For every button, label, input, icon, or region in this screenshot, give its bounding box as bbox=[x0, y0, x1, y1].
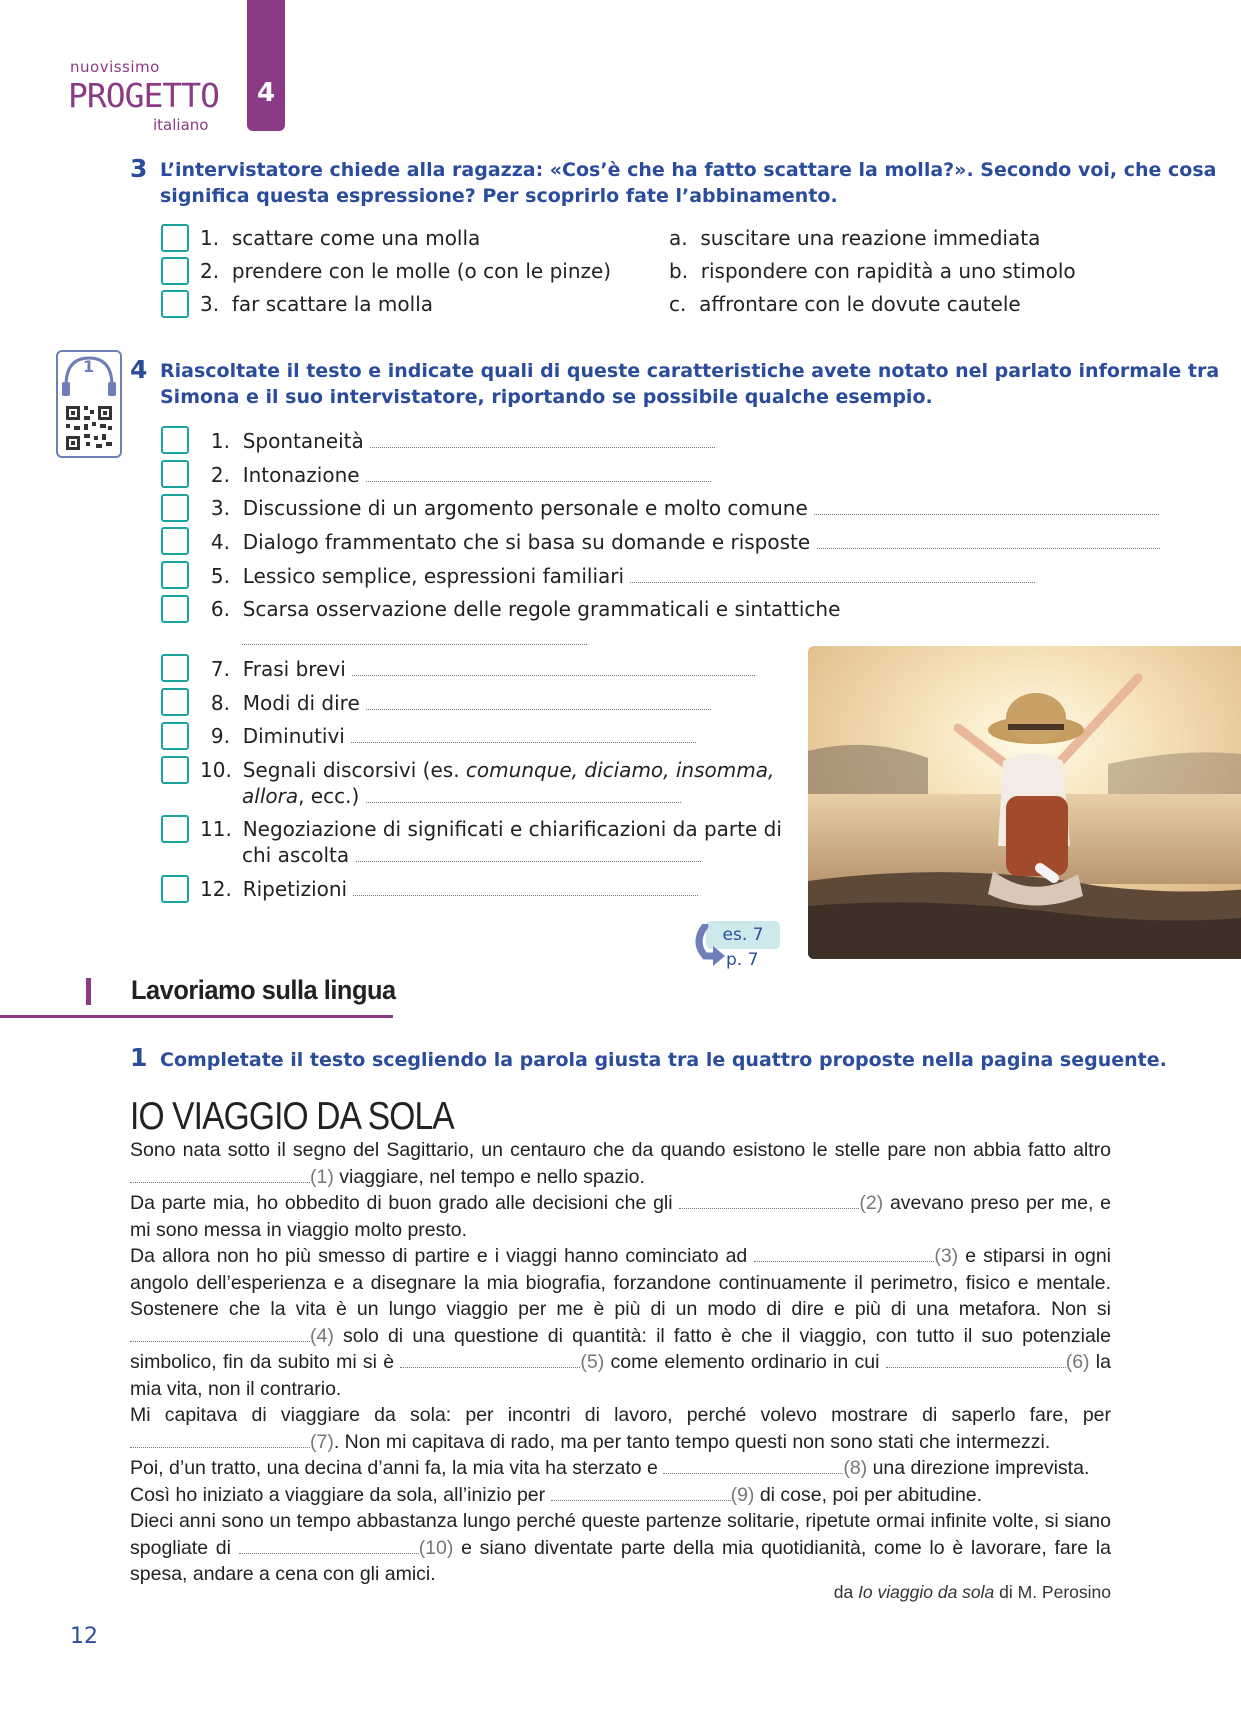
gap-7[interactable] bbox=[130, 1432, 310, 1448]
exercise-4-checkbox-1[interactable] bbox=[161, 426, 189, 454]
gap-2[interactable] bbox=[679, 1193, 859, 1209]
exercise-1-instruction: Completate il testo scegliendo la parola giusta tra le quattro proposte nella pagina seguente. bbox=[160, 1049, 1167, 1071]
exercise-3-checkbox-3[interactable] bbox=[161, 290, 189, 318]
exercise-4-item-6: 6. Scarsa osservazione delle regole grammaticali e sintattiche bbox=[210, 597, 841, 621]
exercise-4-item-6-answer-line[interactable] bbox=[242, 626, 587, 649]
exercise-4-instruction-line2: Simona e il suo intervistatore, riportando se possibile qualche esempio. bbox=[160, 386, 933, 408]
gap-5[interactable] bbox=[400, 1352, 580, 1368]
brand-top: nuovissimo bbox=[70, 58, 160, 76]
exercise-4-item-11: 11. Negoziazione di significati e chiarificazioni da parte di bbox=[200, 817, 782, 841]
exercise-4-item-4: 4. Dialogo frammentato che si basa su domande e risposte bbox=[200, 529, 1160, 555]
reading-title: IO VIAGGIO DA SOLA bbox=[130, 1095, 454, 1138]
exercise-3-right-item: a. suscitare una reazione immediata bbox=[669, 226, 1041, 250]
exercise-3-left-item: 2. prendere con le molle (o con le pinze) bbox=[200, 259, 612, 283]
exercise-4-item-10-cont: allora, ecc.) bbox=[242, 783, 681, 809]
reading-paragraph-4: Mi capitava di viaggiare da sola: per incontri di lavoro, perché volevo mostrare di saperlo fare, per (7). Non mi capitava di rado, ma per tanto tempo questi non sono stati che intermezzi. bbox=[130, 1404, 1111, 1453]
brand-main: PROGETTO bbox=[68, 76, 219, 115]
reference-page[interactable]: p. 7 bbox=[726, 950, 759, 970]
exercise-4-checkbox-11[interactable] bbox=[161, 815, 189, 843]
exercise-4-item-3: 3. Discussione di un argomento personale e molto comune bbox=[200, 495, 1159, 521]
exercise-4-checkbox-2[interactable] bbox=[161, 460, 189, 488]
reference-badge[interactable]: es. 7 bbox=[706, 921, 780, 949]
exercise-4-item-5: 5. Lessico semplice, espressioni familiari bbox=[200, 563, 1035, 589]
gap-9[interactable] bbox=[551, 1485, 731, 1501]
curved-arrow-icon bbox=[691, 924, 731, 968]
exercise-4-number: 4 bbox=[130, 355, 148, 384]
exercise-4-checkbox-12[interactable] bbox=[161, 875, 189, 903]
exercise-4-item-11-cont: chi ascolta bbox=[242, 842, 701, 868]
reading-paragraph-1: Sono nata sotto il segno del Sagittario, un centauro che da quando esistono le stelle pare non abbia fatto altro (1) viaggiare, nel tempo e nello spazio. bbox=[130, 1139, 1111, 1188]
exercise-3-right-item: c. affrontare con le dovute cautele bbox=[669, 292, 1021, 316]
exercise-4-checkbox-5[interactable] bbox=[161, 561, 189, 589]
reading-paragraph-3: Da allora non ho più smesso di partire e i viaggi hanno cominciato ad (3) e stiparsi in ogni angolo dell’esperienza e a disegnare la mia biografia, forzandone continuamente il perimetro, fisico e mentale. Sostenere che la vita è un lungo viaggio per me è più di un modo di dire e più di una metafora. Non si (4) solo di una questione di quantità: il fatto è che il viaggio, con tutto il suo potenziale simbolico, fin da subito mi si è (5) come elemento ordinario in cui (6) la mia vita, non il contrario. bbox=[130, 1245, 1111, 1400]
exercise-3-left-item: 1. scattare come una molla bbox=[200, 226, 481, 250]
audio-track-number: 1 bbox=[83, 357, 95, 376]
section-title: Lavoriamo sulla lingua bbox=[131, 975, 396, 1005]
exercise-3-instruction-line1: L’intervistatore chiede alla ragazza: «Cos’è che ha fatto scattare la molla?». Secondo voi, che cosa bbox=[160, 159, 1217, 181]
exercise-4-checkbox-7[interactable] bbox=[161, 654, 189, 682]
exercise-4-item-10: 10. Segnali discorsivi (es. comunque, diciamo, insomma, bbox=[200, 758, 775, 782]
gap-4[interactable] bbox=[130, 1326, 310, 1342]
exercise-4-checkbox-4[interactable] bbox=[161, 527, 189, 555]
gap-8[interactable] bbox=[663, 1458, 843, 1474]
gap-6[interactable] bbox=[886, 1352, 1066, 1368]
gap-1[interactable] bbox=[130, 1167, 310, 1183]
exercise-3-number: 3 bbox=[130, 154, 148, 183]
exercise-4-item-12: 12. Ripetizioni bbox=[200, 876, 698, 902]
exercise-4-checkbox-3[interactable] bbox=[161, 494, 189, 522]
exercise-3-right-item: b. rispondere con rapidità a uno stimolo bbox=[669, 259, 1076, 283]
section-underline bbox=[0, 1015, 393, 1018]
exercise-4-checkbox-8[interactable] bbox=[161, 688, 189, 716]
reading-paragraph-2: Da parte mia, ho obbedito di buon grado alle decisioni che gli (2) avevano preso per me, e mi sono messa in viaggio molto presto. bbox=[130, 1192, 1111, 1241]
brand-bottom: italiano bbox=[153, 116, 209, 134]
exercise-4-checkbox-6[interactable] bbox=[161, 595, 189, 623]
exercise-4-item-1: 1. Spontaneità bbox=[200, 428, 715, 454]
exercise-3-checkbox-1[interactable] bbox=[161, 224, 189, 252]
exercise-3-instruction-line2: significa questa espressione? Per scoprirlo fate l’abbinamento. bbox=[160, 185, 838, 207]
volume-tab: 4 bbox=[247, 0, 285, 131]
exercise-3-left-item: 3. far scattare la molla bbox=[200, 292, 434, 316]
exercise-1-number: 1 bbox=[130, 1043, 148, 1072]
exercise-4-instruction-line1: Riascoltate il testo e indicate quali di queste caratteristiche avete notato nel parlato informale tra bbox=[160, 360, 1220, 382]
page-number: 12 bbox=[70, 1624, 98, 1649]
reading-paragraph-7: Dieci anni sono un tempo abbastanza lungo perché queste partenze solitarie, ripetute ormai infinite volte, si siano spogliate di (10) e siano diventate parte della mia quotidianità, come lo è lavorare, fare la spesa, andare a cena con gli amici. bbox=[130, 1510, 1111, 1585]
exercise-4-item-2: 2. Intonazione bbox=[200, 462, 711, 488]
exercise-4-item-9: 9. Diminutivi bbox=[200, 723, 696, 749]
section-marker bbox=[86, 978, 91, 1005]
reading-source: da Io viaggio da sola di M. Perosino bbox=[833, 1582, 1111, 1602]
exercise-4-checkbox-9[interactable] bbox=[161, 722, 189, 750]
gap-10[interactable] bbox=[239, 1538, 419, 1554]
exercise-4-checkbox-10[interactable] bbox=[161, 756, 189, 784]
gap-3[interactable] bbox=[754, 1246, 934, 1262]
reading-paragraph-5: Poi, d’un tratto, una decina d’anni fa, la mia vita ha sterzato e (8) una direzione imprevista. bbox=[130, 1457, 1090, 1479]
exercise-4-item-8: 8. Modi di dire bbox=[200, 690, 711, 716]
exercise-3-checkbox-2[interactable] bbox=[161, 257, 189, 285]
exercise-4-item-7: 7. Frasi brevi bbox=[200, 656, 755, 682]
travel-photo bbox=[808, 646, 1241, 959]
reading-paragraph-6: Così ho iniziato a viaggiare da sola, all’inizio per (9) di cose, poi per abitudine. bbox=[130, 1484, 983, 1506]
